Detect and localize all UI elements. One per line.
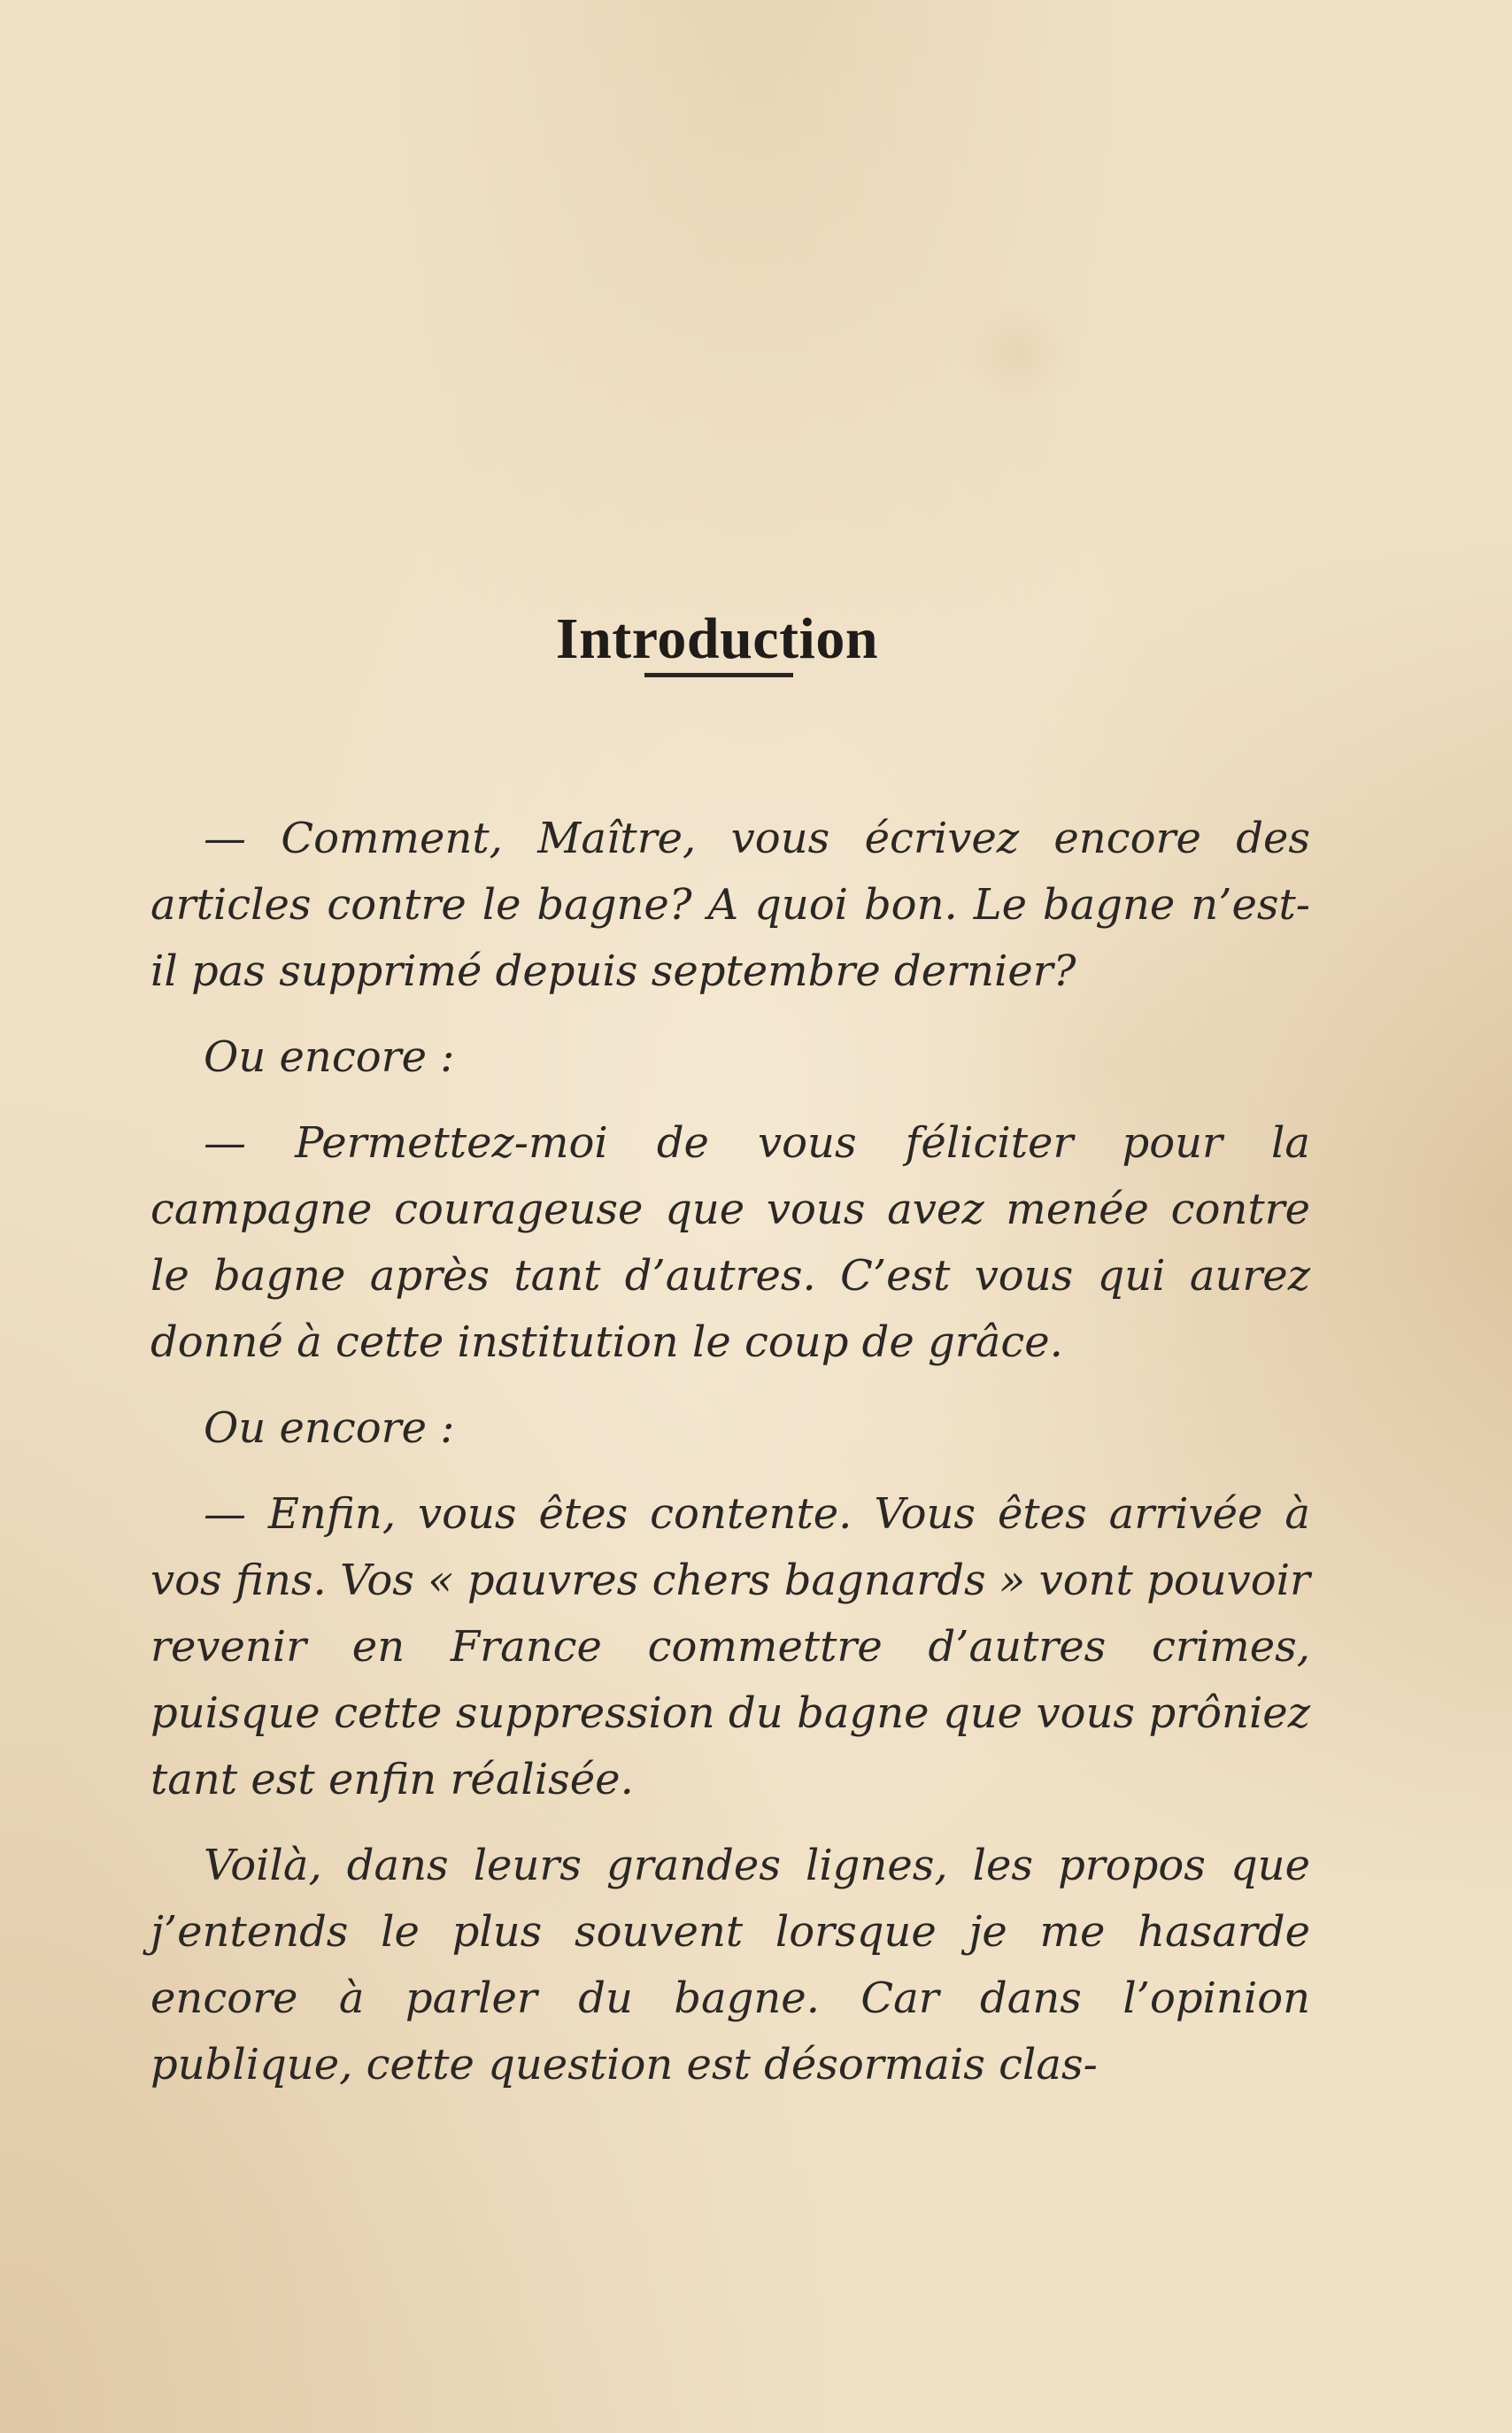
title-divider xyxy=(644,673,793,677)
paragraph: Ou encore : xyxy=(204,1403,455,1453)
paragraph: — Permettez-moi de vous féliciter pour la campagne courageuse que vous avez menée contre le bagne après tant d’autres. C’est vous qui aurez donné à cette institution le coup de grâce. xyxy=(150,1118,1310,1367)
paragraph: Voilà, dans leurs grandes lignes, les propos que j’entends le plus souvent lorsque je me hasarde encore à parler du bagne. Car dans l’opinion publique, cette question est désormais clas- xyxy=(150,1841,1310,2089)
chapter-title: Introduction xyxy=(555,606,879,672)
paragraph: — Comment, Maître, vous écrivez encore des articles contre le bagne? A quoi bon. Le bagne n’est-il pas supprimé depuis septembre dernier? xyxy=(150,814,1310,996)
paragraph: Ou encore : xyxy=(204,1032,455,1082)
body-text xyxy=(150,806,1310,2118)
paragraph: — Enfin, vous êtes contente. Vous êtes arrivée à vos fins. Vos « pauvres chers bagnards » vont pouvoir revenir en France commettre d’autres crimes, puisque cette suppression du bagne que vous prôniez tant est enfin réalisée. xyxy=(150,1489,1310,1804)
